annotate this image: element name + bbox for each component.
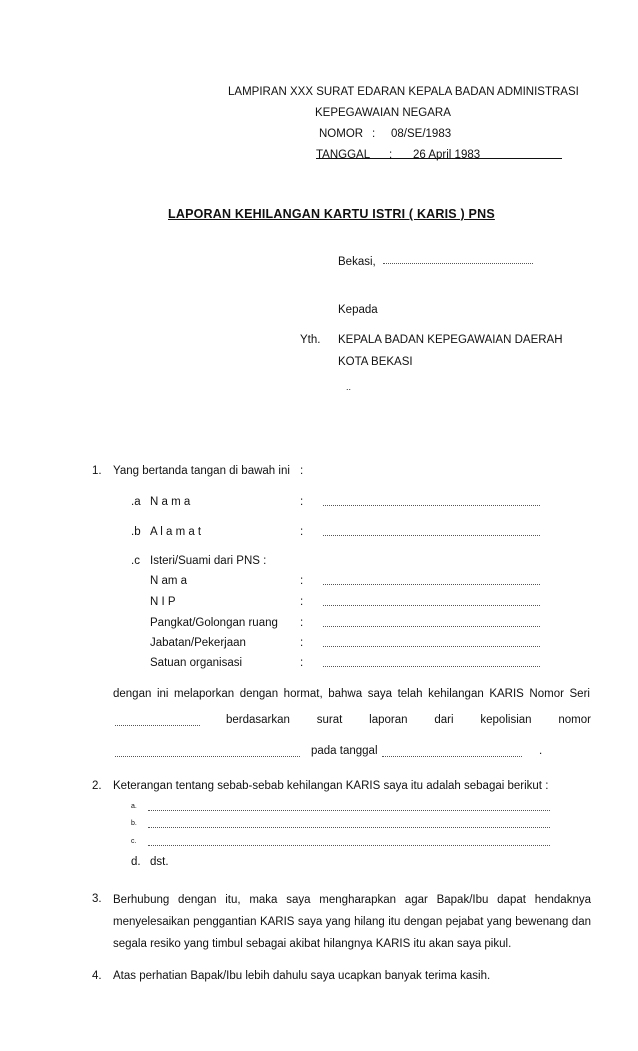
basis-word: nomor xyxy=(558,714,591,726)
basis-word: surat xyxy=(316,714,343,726)
spouse-field-pangkat: Pangkat/Golongan ruang xyxy=(150,617,278,629)
alamat-dotted-line xyxy=(323,535,540,536)
statement-word: kehilangan xyxy=(428,688,484,700)
seri-dotted-line xyxy=(115,725,200,726)
reason-letter-a: a. xyxy=(131,803,137,810)
statement-word: saya xyxy=(367,688,393,700)
basis-word: laporan xyxy=(369,714,408,726)
section-3-text: Berhubung dengan itu, maka saya mengharapkan agar Bapak/Ibu dapat hendaknya menyelesaikan penggantian KARIS saya yang hilang itu dengan pejabat yang bewenang dan segala resiko yang timbul sebagai akibat hilangnya KARIS itu akan saya pikul. xyxy=(113,894,591,950)
statement-word: Seri xyxy=(569,688,590,700)
document-title: LAPORAN KEHILANGAN KARTU ISTRI ( KARIS ) PNS xyxy=(168,207,495,221)
section-2-text: Keterangan tentang sebab-sebab kehilangan KARIS saya itu adalah sebagai berikut : xyxy=(113,780,549,792)
spouse-nama-dotted-line xyxy=(323,584,540,585)
tanggal-laporan-dotted-line xyxy=(382,756,522,757)
city-label: Bekasi, xyxy=(338,256,376,268)
colon: : xyxy=(300,617,304,629)
basis-word: berdasarkan xyxy=(226,714,290,726)
statement-word: ini xyxy=(156,688,169,700)
statement-word: hormat, xyxy=(283,688,323,700)
section-2-number: 2. xyxy=(92,780,102,792)
header-underline xyxy=(316,158,562,159)
statement-line xyxy=(113,684,590,700)
colon: : xyxy=(300,465,304,477)
tanggal-label: TANGGAL xyxy=(316,149,371,161)
spouse-jabatan-dotted-line xyxy=(323,646,540,647)
tanggal-value: 26 April 1983 xyxy=(413,149,481,161)
spouse-field-jabatan: Jabatan/Pekerjaan xyxy=(150,637,246,649)
field-label-alamat: A l a m a t xyxy=(150,526,202,538)
date-dotted-line xyxy=(383,263,533,264)
field-prefix: .c xyxy=(131,555,140,567)
header-line-2: KEPEGAWAIAN NEGARA xyxy=(315,107,451,119)
field-label-nama: N a m a xyxy=(150,496,191,508)
header-line-1: LAMPIRAN XXX SURAT EDARAN KEPALA BADAN ADMINISTRASI xyxy=(228,86,579,98)
nomor-label: NOMOR xyxy=(319,128,364,140)
nomor-colon: : xyxy=(372,128,376,140)
spouse-satuan-dotted-line xyxy=(323,666,540,667)
reason-letter-c: c. xyxy=(131,838,137,845)
tanggal-colon: : xyxy=(389,149,393,161)
colon: : xyxy=(300,496,304,508)
spouse-field-nip: N I P xyxy=(150,596,176,608)
pada-tanggal-label: pada tanggal xyxy=(311,745,378,757)
spouse-label: Isteri/Suami dari PNS : xyxy=(150,555,267,567)
spouse-field-nama: N am a xyxy=(150,575,188,587)
statement-word: Nomor xyxy=(529,688,564,700)
kepada-label: Kepada xyxy=(338,304,378,316)
reason-d-text: dst. xyxy=(150,856,169,868)
nama-dotted-line xyxy=(323,505,540,506)
statement-word: KARIS xyxy=(489,688,524,700)
small-dots: .. xyxy=(346,382,352,392)
nomor-value: 08/SE/1983 xyxy=(391,128,452,140)
yth-label: Yth. xyxy=(300,334,321,346)
reason-letter-d: d. xyxy=(131,856,141,868)
reason-c-dotted-line xyxy=(148,845,550,846)
colon: : xyxy=(300,575,304,587)
spouse-field-satuan: Satuan organisasi xyxy=(150,657,243,669)
field-prefix: .b xyxy=(131,526,141,538)
statement-word: telah xyxy=(397,688,423,700)
statement-word: dengan xyxy=(239,688,279,700)
recipient-line-2: KOTA BEKASI xyxy=(338,356,413,368)
basis-line xyxy=(226,714,591,726)
section-4-text: Atas perhatian Bapak/Ibu lebih dahulu saya ucapkan banyak terima kasih. xyxy=(113,970,491,982)
reason-letter-b: b. xyxy=(131,820,137,827)
nomor-laporan-dotted-line xyxy=(115,756,300,757)
reason-b-dotted-line xyxy=(148,827,550,828)
section-4-number: 4. xyxy=(92,970,102,982)
recipient-line-1: KEPALA BADAN KEPEGAWAIAN DAERAH xyxy=(338,334,563,346)
colon: : xyxy=(300,526,304,538)
spouse-pangkat-dotted-line xyxy=(323,626,540,627)
colon: : xyxy=(300,637,304,649)
basis-word: dari xyxy=(434,714,454,726)
statement-word: melaporkan xyxy=(174,688,235,700)
spouse-nip-dotted-line xyxy=(323,605,540,606)
colon: : xyxy=(300,657,304,669)
section-1-intro: Yang bertanda tangan di bawah ini xyxy=(113,465,290,477)
reason-a-dotted-line xyxy=(148,810,550,811)
statement-word: dengan xyxy=(113,688,152,700)
statement-word: bahwa xyxy=(328,688,363,700)
section-3-number: 3. xyxy=(92,893,102,905)
end-mark: . xyxy=(539,745,543,757)
field-prefix: .a xyxy=(131,496,141,508)
colon: : xyxy=(300,596,304,608)
basis-word: kepolisian xyxy=(480,714,532,726)
section-1-number: 1. xyxy=(92,465,102,477)
